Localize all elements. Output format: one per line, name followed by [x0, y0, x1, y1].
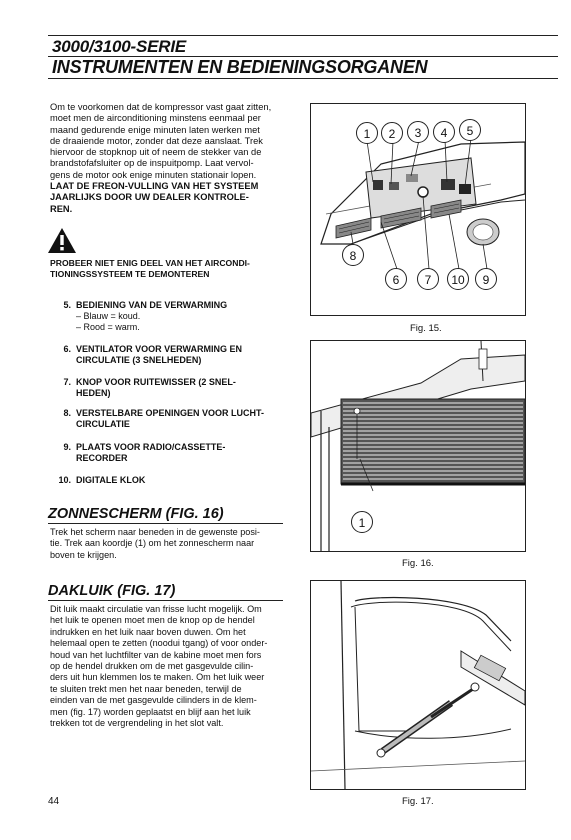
callout-5: 5 — [459, 119, 481, 141]
intro-line: brandstofafsluiter op de inspuitpomp. Laat vervol- — [50, 158, 254, 169]
callout-1: 1 — [356, 122, 378, 144]
zonnescherm-line: Trek het scherm naar beneden in de gewenste posi- — [50, 527, 260, 537]
figure-16-illustration — [311, 341, 525, 551]
warning-line: PROBEER NIET ENIG DEEL VAN HET AIRCONDI- — [50, 258, 250, 268]
item-label — [76, 300, 286, 332]
header-rule-top — [48, 35, 558, 36]
item-label-line: VENTILATOR VOOR VERWARMING EN — [76, 344, 243, 354]
item-sub-line: – Blauw = koud. — [76, 310, 141, 321]
figure-16-caption: Fig. 16. — [402, 558, 434, 569]
dakluik-line: ders uit hun klemmen los te maken. Om het luik weer — [50, 672, 265, 683]
zonnescherm-text — [50, 527, 282, 561]
intro-bold-line: LAAT DE FREON-VULLING VAN HET SYSTEEM — [50, 181, 259, 192]
dakluik-line: indrukken en het luik naar boven duwen. Om het — [50, 626, 246, 637]
list-item — [50, 300, 290, 332]
intro-bold-line: JAARLIJKS DOOR UW DEALER KONTROLE- — [50, 192, 249, 203]
intro-line: hiervoor de stopknop uit of neem de stekker van de — [50, 147, 262, 158]
intro-bold-line: REN. — [50, 203, 73, 214]
list-item — [50, 377, 290, 399]
item-label-line: RECORDER — [76, 452, 128, 463]
item-label-line: CIRCULATIE — [76, 418, 130, 429]
dakluik-line: men (fig. 17) worden geplaatst en blijf aan het luik — [50, 706, 251, 717]
item-label — [76, 377, 286, 399]
item-label-line: VERSTELBARE OPENINGEN VOOR LUCHT- — [76, 408, 265, 418]
callout-4: 4 — [433, 121, 455, 143]
callout-8: 8 — [342, 244, 364, 266]
series-title: 3000/3100-SERIE — [52, 37, 187, 56]
intro-line: de draaiende motor, zonder dat deze aanslaat. Trek — [50, 135, 263, 146]
item-number: 7. — [63, 377, 71, 387]
gas-strut-cylinder — [377, 683, 479, 757]
page-number: 44 — [48, 796, 60, 807]
figure-17-roof-hatch — [310, 580, 526, 790]
page-title: INSTRUMENTEN EN BEDIENINGSORGANEN — [52, 57, 428, 77]
figure-15-dashboard — [310, 103, 526, 316]
callout-3: 3 — [407, 121, 429, 143]
item-label — [76, 475, 286, 486]
list-item — [50, 408, 290, 430]
item-label-line: KNOP VOOR RUITEWISSER (2 SNEL- — [76, 377, 236, 387]
dakluik-line: helemaal open te zetten (noodui tgang) of voor onder- — [50, 638, 268, 649]
dakluik-heading: DAKLUIK (FIG. 17) — [48, 583, 283, 601]
figure-17-caption: Fig. 17. — [402, 796, 434, 807]
warning-triangle-icon — [47, 227, 77, 254]
dakluik-line: trekken tot de vergrendeling in het slot valt. — [50, 718, 224, 729]
item-label-line: PLAATS VOOR RADIO/CASSETTE- — [76, 442, 226, 452]
dakluik-line: te sluiten trekt men het naar beneden, terwijl de — [50, 683, 242, 694]
list-item — [50, 344, 290, 366]
callout-10: 10 — [447, 268, 469, 290]
item-number: 8. — [63, 408, 71, 418]
item-label-line: BEDIENING VAN DE VERWARMING — [76, 300, 228, 310]
intro-line: gens de motor ook enige minuten stationair lopen. — [50, 169, 257, 180]
dakluik-text — [50, 604, 282, 729]
item-number: 5. — [63, 300, 71, 310]
callout-1: 1 — [351, 511, 373, 533]
zonnescherm-heading: ZONNESCHERM (FIG. 16) — [48, 506, 283, 524]
figure-17-illustration — [311, 581, 525, 789]
item-sub-line: – Rood = warm. — [76, 321, 140, 332]
callout-6: 6 — [385, 268, 407, 290]
intro-line: moet men de airconditioning minstens eenmaal per — [50, 113, 261, 124]
figure-15-caption: Fig. 15. — [410, 323, 442, 334]
warning-text — [50, 258, 285, 280]
item-number: 9. — [63, 442, 71, 452]
item-label — [76, 344, 286, 366]
warning-line: TIONINGSSYSTEEM TE DEMONTEREN — [50, 269, 210, 279]
list-item — [50, 442, 290, 464]
item-number: 10. — [58, 475, 71, 485]
callout-9: 9 — [475, 268, 497, 290]
intro-paragraph — [50, 102, 282, 215]
item-label-line: CIRCULATIE (3 SNELHEDEN) — [76, 354, 202, 365]
intro-line: maand gedurende enige minuten laten werken met — [50, 124, 260, 135]
figure-16-sunscreen — [310, 340, 526, 552]
callout-2: 2 — [381, 122, 403, 144]
dakluik-line: houd van het luchtfilter van de kabine moet men fors — [50, 649, 262, 660]
header-rule-bottom — [48, 78, 558, 79]
zonnescherm-line: boven te krijgen. — [50, 549, 117, 560]
dakluik-line: Dit luik maakt circulatie van frisse lucht mogelijk. Om — [50, 604, 262, 614]
dakluik-line: het luik te openen moet men de knop op de hendel — [50, 615, 255, 626]
zonnescherm-line: tie. Trek aan koordje (1) om het zonnescherm naar — [50, 538, 255, 549]
item-label — [76, 442, 286, 464]
item-label — [76, 408, 286, 430]
dakluik-line: einden van de met gasgevulde cilinders in de klem- — [50, 695, 257, 706]
item-number: 6. — [63, 344, 71, 354]
intro-line: Om te voorkomen dat de kompressor vast gaat zitten, — [50, 102, 272, 112]
list-item — [50, 475, 290, 486]
item-label-line: HEDEN) — [76, 387, 111, 398]
dakluik-line: op de hendel drukken om de met gasgevulde cilin- — [50, 661, 254, 672]
callout-7: 7 — [417, 268, 439, 290]
item-label-line: DIGITALE KLOK — [76, 475, 146, 485]
